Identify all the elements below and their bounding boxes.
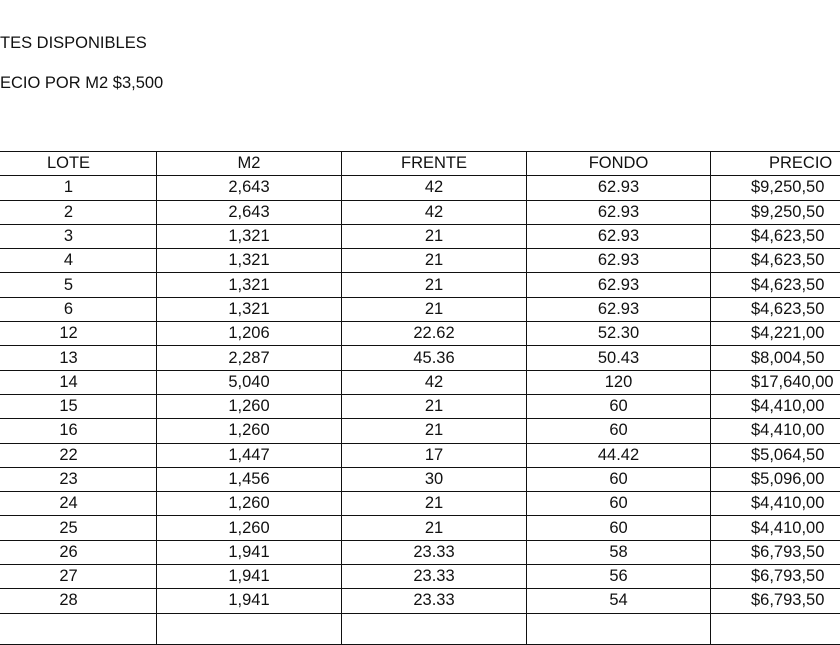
empty-cell — [157, 613, 342, 644]
cell-precio: $4,410,00 — [711, 419, 840, 443]
cell-frente: 21 — [342, 297, 527, 321]
table-row — [0, 394, 840, 418]
cell-precio: $5,064,50 — [711, 443, 840, 467]
document-heading-available-lots: TES DISPONIBLES — [0, 34, 147, 53]
cell-precio: $4,623,50 — [711, 273, 840, 297]
cell-fondo: 52.30 — [527, 322, 711, 346]
lots-table — [0, 151, 840, 645]
cell-precio: $6,793,50 — [711, 589, 840, 613]
cell-frente: 30 — [342, 467, 527, 491]
cell-precio: $4,623,50 — [711, 297, 840, 321]
cell-m2: 2,643 — [157, 176, 342, 200]
cell-frente: 17 — [342, 443, 527, 467]
table-header-row — [0, 152, 840, 176]
cell-lote: 26 — [0, 540, 157, 564]
table-row — [0, 273, 840, 297]
cell-precio: $4,623,50 — [711, 249, 840, 273]
table-row — [0, 249, 840, 273]
cell-lote: 12 — [0, 322, 157, 346]
column-header-fondo: FONDO — [527, 152, 711, 176]
cell-m2: 2,287 — [157, 346, 342, 370]
cell-precio: $4,410,00 — [711, 516, 840, 540]
cell-fondo: 54 — [527, 589, 711, 613]
cell-frente: 23.33 — [342, 565, 527, 589]
cell-fondo: 120 — [527, 370, 711, 394]
document-heading-price-per-m2: ECIO POR M2 $3,500 — [0, 74, 163, 93]
column-header-lote: LOTE — [0, 152, 157, 176]
cell-frente: 21 — [342, 419, 527, 443]
cell-lote: 14 — [0, 370, 157, 394]
cell-lote: 15 — [0, 394, 157, 418]
cell-fondo: 62.93 — [527, 176, 711, 200]
cell-lote: 1 — [0, 176, 157, 200]
table-row — [0, 516, 840, 540]
cell-m2: 1,260 — [157, 394, 342, 418]
cell-frente: 21 — [342, 224, 527, 248]
cell-fondo: 62.93 — [527, 297, 711, 321]
cell-precio: $4,410,00 — [711, 492, 840, 516]
cell-m2: 1,941 — [157, 589, 342, 613]
cell-m2: 1,941 — [157, 565, 342, 589]
cell-m2: 1,321 — [157, 224, 342, 248]
empty-cell — [527, 613, 711, 644]
column-header-m2: M2 — [157, 152, 342, 176]
empty-cell — [342, 613, 527, 644]
table-row — [0, 467, 840, 491]
cell-lote: 4 — [0, 249, 157, 273]
table-body — [0, 176, 840, 644]
cell-frente: 45.36 — [342, 346, 527, 370]
cell-fondo: 58 — [527, 540, 711, 564]
table-row — [0, 589, 840, 613]
cell-frente: 22.62 — [342, 322, 527, 346]
cell-lote: 6 — [0, 297, 157, 321]
cell-m2: 5,040 — [157, 370, 342, 394]
cell-fondo: 62.93 — [527, 224, 711, 248]
cell-frente: 21 — [342, 394, 527, 418]
cell-m2: 1,941 — [157, 540, 342, 564]
table-row — [0, 346, 840, 370]
cell-frente: 21 — [342, 516, 527, 540]
table-row — [0, 297, 840, 321]
cell-lote: 24 — [0, 492, 157, 516]
cell-precio: $9,250,50 — [711, 176, 840, 200]
table-row — [0, 370, 840, 394]
cell-lote: 23 — [0, 467, 157, 491]
cell-m2: 1,447 — [157, 443, 342, 467]
cell-m2: 1,260 — [157, 419, 342, 443]
cell-precio: $6,793,50 — [711, 565, 840, 589]
cell-lote: 2 — [0, 200, 157, 224]
cell-frente: 42 — [342, 176, 527, 200]
cell-lote: 27 — [0, 565, 157, 589]
cell-fondo: 60 — [527, 467, 711, 491]
cell-lote: 13 — [0, 346, 157, 370]
cell-fondo: 50.43 — [527, 346, 711, 370]
table-row — [0, 565, 840, 589]
cell-m2: 1,321 — [157, 273, 342, 297]
cell-m2: 2,643 — [157, 200, 342, 224]
cell-m2: 1,206 — [157, 322, 342, 346]
cell-precio: $9,250,50 — [711, 200, 840, 224]
cell-lote: 3 — [0, 224, 157, 248]
cell-precio: $6,793,50 — [711, 540, 840, 564]
cell-frente: 21 — [342, 249, 527, 273]
cell-frente: 42 — [342, 370, 527, 394]
cell-frente: 23.33 — [342, 589, 527, 613]
cell-precio: $17,640,00 — [711, 370, 840, 394]
cell-m2: 1,321 — [157, 249, 342, 273]
cell-lote: 28 — [0, 589, 157, 613]
table-row — [0, 492, 840, 516]
cell-fondo: 56 — [527, 565, 711, 589]
table-row — [0, 419, 840, 443]
cell-fondo: 60 — [527, 516, 711, 540]
cell-precio: $8,004,50 — [711, 346, 840, 370]
cell-frente: 21 — [342, 492, 527, 516]
cell-fondo: 62.93 — [527, 249, 711, 273]
cell-fondo: 62.93 — [527, 273, 711, 297]
cell-lote: 5 — [0, 273, 157, 297]
cell-m2: 1,260 — [157, 516, 342, 540]
cell-fondo: 60 — [527, 394, 711, 418]
column-header-precio: PRECIO — [711, 152, 840, 176]
cell-frente: 42 — [342, 200, 527, 224]
cell-frente: 23.33 — [342, 540, 527, 564]
table-row — [0, 176, 840, 200]
cell-lote: 25 — [0, 516, 157, 540]
cell-precio: $4,623,50 — [711, 224, 840, 248]
cell-fondo: 62.93 — [527, 200, 711, 224]
cell-m2: 1,456 — [157, 467, 342, 491]
table-row — [0, 540, 840, 564]
table-row — [0, 322, 840, 346]
cell-fondo: 60 — [527, 419, 711, 443]
cell-precio: $5,096,00 — [711, 467, 840, 491]
cell-m2: 1,260 — [157, 492, 342, 516]
table-row-empty — [0, 613, 840, 644]
cell-precio: $4,221,00 — [711, 322, 840, 346]
cell-frente: 21 — [342, 273, 527, 297]
cell-m2: 1,321 — [157, 297, 342, 321]
cell-fondo: 60 — [527, 492, 711, 516]
table-row — [0, 224, 840, 248]
empty-cell — [711, 613, 840, 644]
column-header-frente: FRENTE — [342, 152, 527, 176]
table-row — [0, 443, 840, 467]
table-row — [0, 200, 840, 224]
cell-precio: $4,410,00 — [711, 394, 840, 418]
empty-cell — [0, 613, 157, 644]
cell-lote: 22 — [0, 443, 157, 467]
cell-fondo: 44.42 — [527, 443, 711, 467]
cell-lote: 16 — [0, 419, 157, 443]
